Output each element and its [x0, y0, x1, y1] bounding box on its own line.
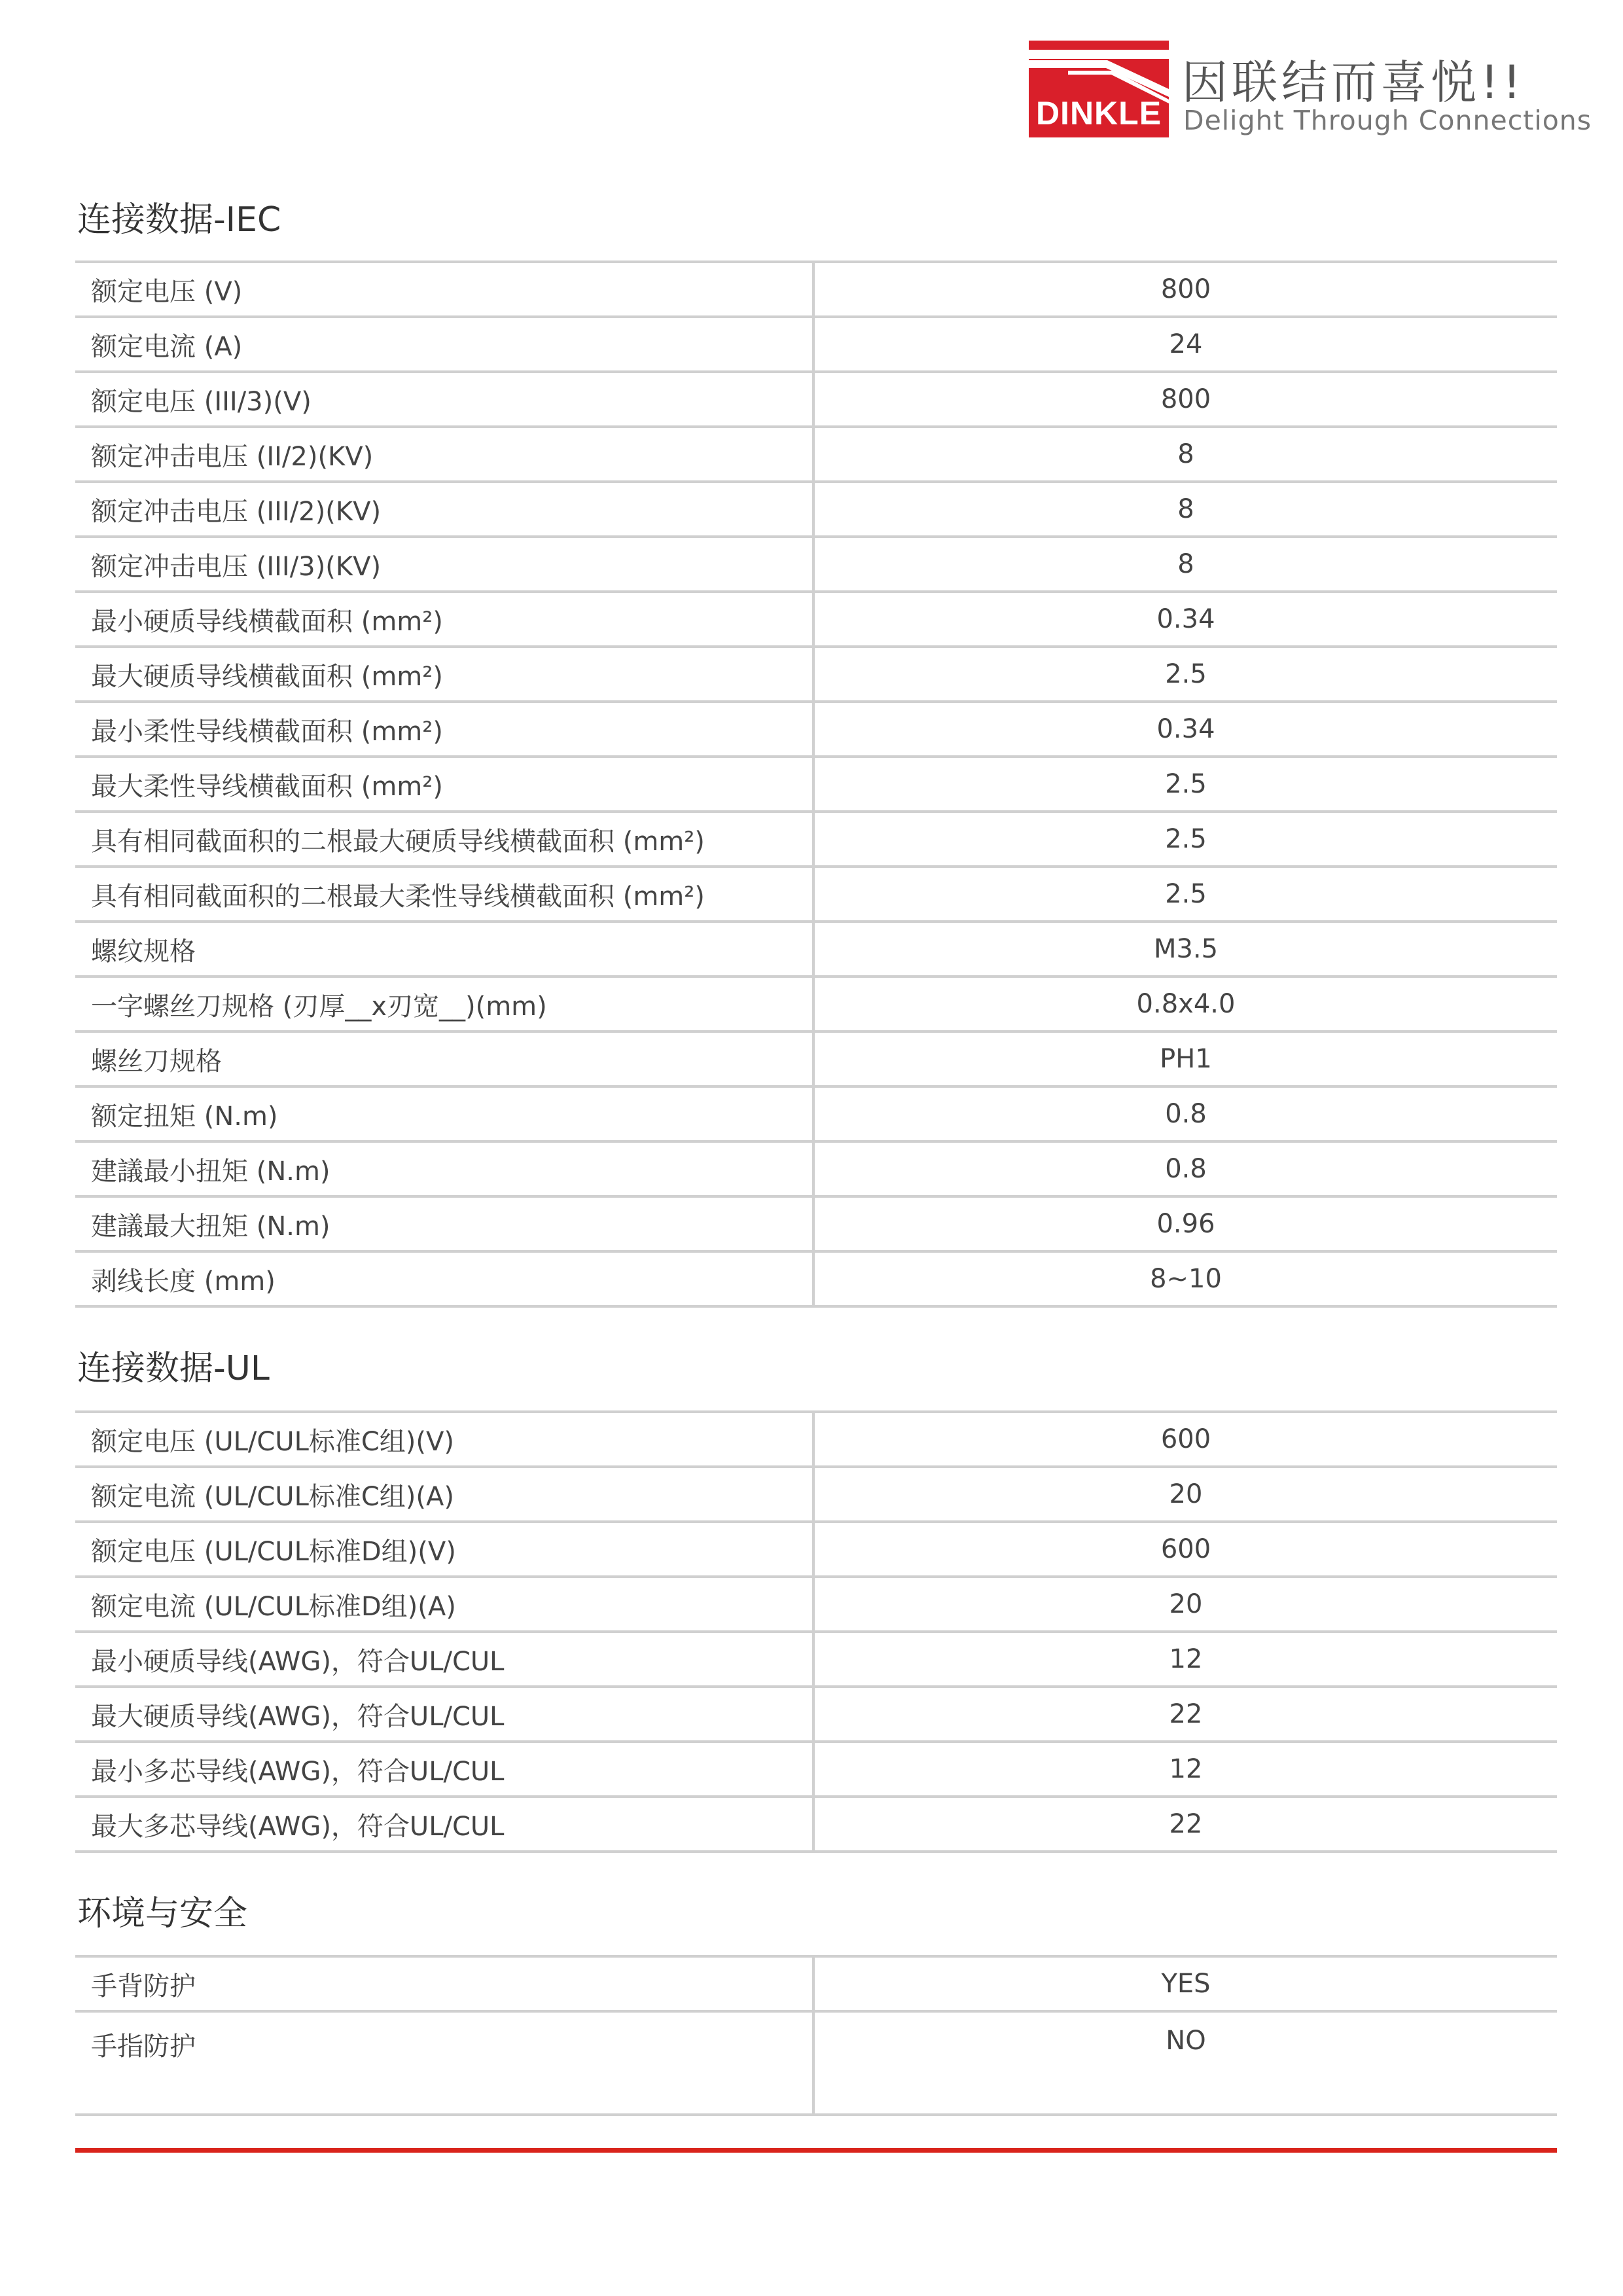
row-label: 最大硬质导线横截面积 (mm²) — [75, 648, 815, 700]
row-label: 最小硬质导线(AWG)，符合UL/CUL — [75, 1633, 815, 1685]
row-value: 600 — [1160, 1534, 1211, 1564]
table-row — [75, 1958, 1557, 2013]
row-label: 额定扭矩 (N.m) — [75, 1088, 815, 1140]
row-value: 0.8 — [1165, 1099, 1207, 1129]
row-label: 额定电压 (V) — [75, 263, 815, 315]
row-value: 2.5 — [1165, 879, 1207, 909]
row-value: 2.5 — [1165, 769, 1207, 799]
row-label: 螺丝刀规格 — [75, 1033, 815, 1085]
row-label: 剥线长度 (mm) — [75, 1253, 815, 1305]
row-label: 最小硬质导线横截面积 (mm²) — [75, 593, 815, 645]
row-label: 额定冲击电压 (III/3)(KV) — [75, 538, 815, 590]
table-row — [75, 428, 1557, 483]
row-value: 2.5 — [1165, 659, 1207, 689]
row-value: 2.5 — [1165, 824, 1207, 854]
spec-table-ul — [75, 1410, 1557, 1853]
row-label: 建議最大扭矩 (N.m) — [75, 1198, 815, 1250]
table-row — [75, 538, 1557, 593]
row-value: 12 — [1169, 1644, 1203, 1674]
table-row — [75, 868, 1557, 923]
table-row — [75, 1633, 1557, 1688]
table-row — [75, 1523, 1557, 1578]
row-value: PH1 — [1160, 1044, 1212, 1074]
row-value: M3.5 — [1153, 934, 1219, 964]
table-row — [75, 1198, 1557, 1253]
row-value: 20 — [1169, 1589, 1203, 1619]
row-value: 12 — [1169, 1754, 1203, 1784]
row-value: 800 — [1160, 384, 1211, 414]
footer-rule — [75, 2148, 1557, 2153]
row-value: 22 — [1169, 1809, 1203, 1839]
section-title-ul: 连接数据-UL — [77, 1349, 270, 1388]
table-row — [75, 318, 1557, 373]
row-value: 0.8x4.0 — [1136, 989, 1236, 1019]
table-row — [75, 373, 1557, 428]
row-value: 8 — [1177, 494, 1194, 524]
table-row — [75, 1743, 1557, 1798]
row-label: 最小柔性导线横截面积 (mm²) — [75, 703, 815, 755]
table-row — [75, 1798, 1557, 1853]
row-label: 额定电流 (UL/CUL标准D组)(A) — [75, 1578, 815, 1630]
row-label: 额定电流 (UL/CUL标准C组)(A) — [75, 1468, 815, 1520]
row-value: 600 — [1160, 1424, 1211, 1454]
row-value: 0.34 — [1156, 604, 1215, 634]
brand-tagline-cn: 因联结而喜悦!! — [1182, 56, 1525, 109]
row-value: 8 — [1177, 549, 1194, 579]
row-label: 建議最小扭矩 (N.m) — [75, 1143, 815, 1195]
table-row — [75, 1578, 1557, 1633]
table-row — [75, 1143, 1557, 1198]
row-label: 最小多芯导线(AWG)，符合UL/CUL — [75, 1743, 815, 1795]
row-label: 额定电压 (III/3)(V) — [75, 373, 815, 425]
row-value: YES — [1161, 1969, 1211, 1999]
table-row — [75, 263, 1557, 318]
row-label: 额定冲击电压 (III/2)(KV) — [75, 483, 815, 535]
table-row — [75, 1413, 1557, 1468]
row-label: 额定电流 (A) — [75, 318, 815, 370]
row-label: 手指防护 — [75, 2013, 815, 2113]
table-row — [75, 593, 1557, 648]
section-title-safety: 环境与安全 — [77, 1894, 248, 1933]
table-row — [75, 1033, 1557, 1088]
table-row — [75, 648, 1557, 703]
row-label: 具有相同截面积的二根最大硬质导线横截面积 (mm²) — [75, 813, 815, 865]
row-label: 具有相同截面积的二根最大柔性导线横截面积 (mm²) — [75, 868, 815, 920]
row-label: 额定冲击电压 (II/2)(KV) — [75, 428, 815, 480]
spec-table-iec — [75, 260, 1557, 1308]
row-value: 22 — [1169, 1699, 1203, 1729]
row-value: 24 — [1169, 329, 1203, 359]
section-title-iec: 连接数据-IEC — [77, 200, 281, 240]
row-label: 额定电压 (UL/CUL标准C组)(V) — [75, 1413, 815, 1465]
row-label: 最大硬质导线(AWG)，符合UL/CUL — [75, 1688, 815, 1740]
row-value: 8 — [1177, 439, 1194, 469]
row-value: NO — [1166, 2026, 1206, 2056]
row-label: 手背防护 — [75, 1958, 815, 2010]
table-row — [75, 483, 1557, 538]
row-label: 最大柔性导线横截面积 (mm²) — [75, 758, 815, 810]
table-row — [75, 1253, 1557, 1308]
row-label: 螺纹规格 — [75, 923, 815, 975]
table-row — [75, 813, 1557, 868]
row-value: 8~10 — [1150, 1264, 1222, 1294]
table-row — [75, 923, 1557, 978]
row-label: 最大多芯导线(AWG)，符合UL/CUL — [75, 1798, 815, 1850]
table-row — [75, 2013, 1557, 2116]
dinkle-logo — [1029, 41, 1169, 137]
row-label: 额定电压 (UL/CUL标准D组)(V) — [75, 1523, 815, 1575]
row-value: 0.96 — [1156, 1209, 1215, 1239]
brand-tagline-en: Delight Through Connections — [1183, 105, 1592, 136]
table-row — [75, 1088, 1557, 1143]
table-row — [75, 978, 1557, 1033]
table-row — [75, 1688, 1557, 1743]
row-value: 0.8 — [1165, 1154, 1207, 1184]
row-value: 800 — [1160, 274, 1211, 304]
row-label: 一字螺丝刀规格 (刃厚__x刃宽__)(mm) — [75, 978, 815, 1030]
row-value: 0.34 — [1156, 714, 1215, 744]
logo-wordmark: DINKLE — [1035, 95, 1162, 132]
row-value: 20 — [1169, 1479, 1203, 1509]
spec-table-safety — [75, 1955, 1557, 2116]
table-row — [75, 703, 1557, 758]
table-row — [75, 1468, 1557, 1523]
table-row — [75, 758, 1557, 813]
